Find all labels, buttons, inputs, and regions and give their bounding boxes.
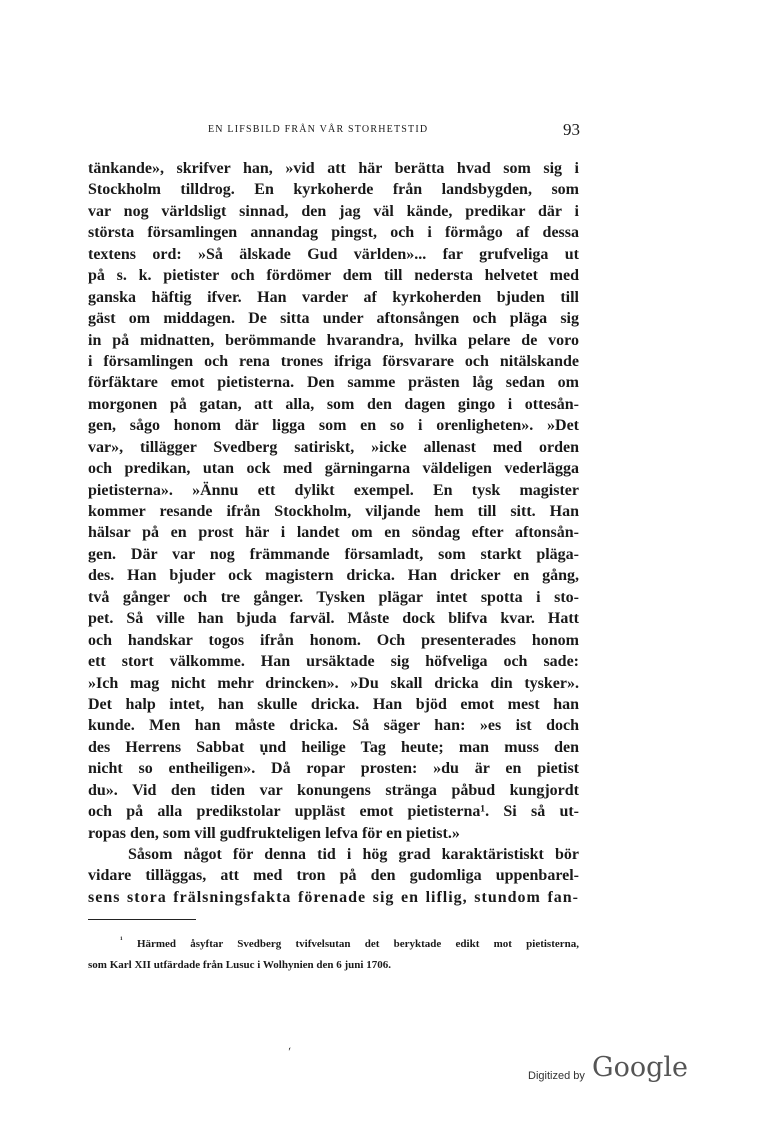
text-line: Det halp intet, han skulle dricka. Han bjöd emot mest han <box>88 695 579 713</box>
page-number: 93 <box>563 120 580 139</box>
text-line: och predikan, utan ock med gärningarna väldeligen vederlägga <box>88 460 579 478</box>
footnote-text-1: Härmed åsyftar Svedberg tvifvelsutan det beryktade edikt mot pietisterna, <box>136 938 579 950</box>
text-line: pietisterna». »Ännu ett dylikt exempel. En tysk magister <box>88 481 579 499</box>
text-line: des. Han bjuder ock magistern dricka. Han dricker en gång, <box>88 567 579 585</box>
body-text <box>88 158 579 908</box>
text-line: ett stort välkomme. Han ursäktade sig höfveliga och sade: <box>88 653 579 671</box>
text-line: des Herrens Sabbat ụnd heilige Tag heute; man muss den <box>88 738 579 756</box>
text-line: hälsar på en prost här i landet om en söndag efter aftonsån- <box>88 524 579 542</box>
text-line: sens stora frälsningsfakta förenade sig en liflig, stundom fan- <box>88 888 579 906</box>
text-line: textens ord: »Så älskade Gud världen»... far grufveliga ut <box>88 245 579 263</box>
text-line: kunde. Men han måste dricka. Så säger han: »es ist doch <box>88 717 579 735</box>
running-header <box>128 120 580 142</box>
footnote-line: som Karl XII utfärdade från Lusuc i Wolhynien den 6 juni 1706. <box>88 959 391 971</box>
text-line: pet. Så ville han bjuda farväl. Måste dock blifva kvar. Hatt <box>88 610 579 628</box>
text-line: var nog världsligt sinnad, den jag väl kände, predikar där i <box>88 202 579 220</box>
footnote-rule <box>88 919 196 920</box>
text-line: tänkande», skrifver han, »vid att här berätta hvad som sig i <box>88 160 579 177</box>
text-line: var», tillägger Svedberg satiriskt, »icke allenast med orden <box>88 438 579 456</box>
text-line: ganska häftig ifver. Han varder af kyrkoherden bjuden till <box>88 288 579 306</box>
stray-mark: ´ <box>286 1045 298 1062</box>
text-line: Stockholm tilldrog. En kyrkoherde från landsbygden, som <box>88 181 579 199</box>
text-line: gen, sågo honom där ligga som en so i orenligheten». »Det <box>88 417 579 435</box>
text-line: morgonen på gatan, att alla, som den dagen gingo i ottesån- <box>88 395 579 413</box>
text-line: största församlingen annandag pingst, och i förmågo af dessa <box>88 224 579 242</box>
footnote <box>88 934 579 976</box>
text-line: förfäktare emot pietisterna. Den samme prästen låg sedan om <box>88 374 579 392</box>
text-line: gen. Där var nog främmande församladt, som starkt pläga- <box>88 545 579 563</box>
text-line: i församlingen och rena trones ifriga försvarare och nitälskande <box>88 352 579 370</box>
footnote-line <box>88 934 579 955</box>
text-line: kommer resande ifrån Stockholm, viljande hem till sitt. Han <box>88 503 579 520</box>
text-line: två gånger och tre gånger. Tysken plägar intet spotta i sto- <box>88 588 579 606</box>
text-line: in på midnatten, berömmande hvarandra, hvilka pelare de voro <box>88 331 579 349</box>
text-line: gäst om middagen. De sitta under aftonsången och pläga sig <box>88 310 579 328</box>
text-line: och handskar togos ifrån honom. Och presenterades honom <box>88 631 579 649</box>
text-line: nicht so entheiligen». Då ropar prosten: »du är en pietist <box>88 760 579 778</box>
text-line: och på alla predikstolar uppläst emot pietisterna¹. Si så ut- <box>88 803 579 821</box>
text-line: Såsom något för denna tid i hög grad karaktäristiskt bör <box>128 846 579 863</box>
text-line: »Ich mag nicht mehr drincken». »Du skall dricka din tysker». <box>88 674 579 692</box>
running-title: EN LIFSBILD FRÅN VÅR STORHETSTID <box>208 124 429 135</box>
text-line: på s. k. pietister och fördömer dem till nedersta helvetet med <box>88 267 579 285</box>
text-line: ropas den, som vill gudfrukteligen lefva för en pietist.» <box>88 824 460 842</box>
digitized-label: Digitized by <box>528 1070 585 1082</box>
text-line: du». Vid den tiden var konungens stränga påbud kungjordt <box>88 781 579 799</box>
google-logo: Google <box>592 1052 688 1083</box>
footnote-marker: ¹ <box>120 934 123 945</box>
text-line: vidare tilläggas, att med tron på den gudomliga uppenbarel- <box>88 867 579 885</box>
